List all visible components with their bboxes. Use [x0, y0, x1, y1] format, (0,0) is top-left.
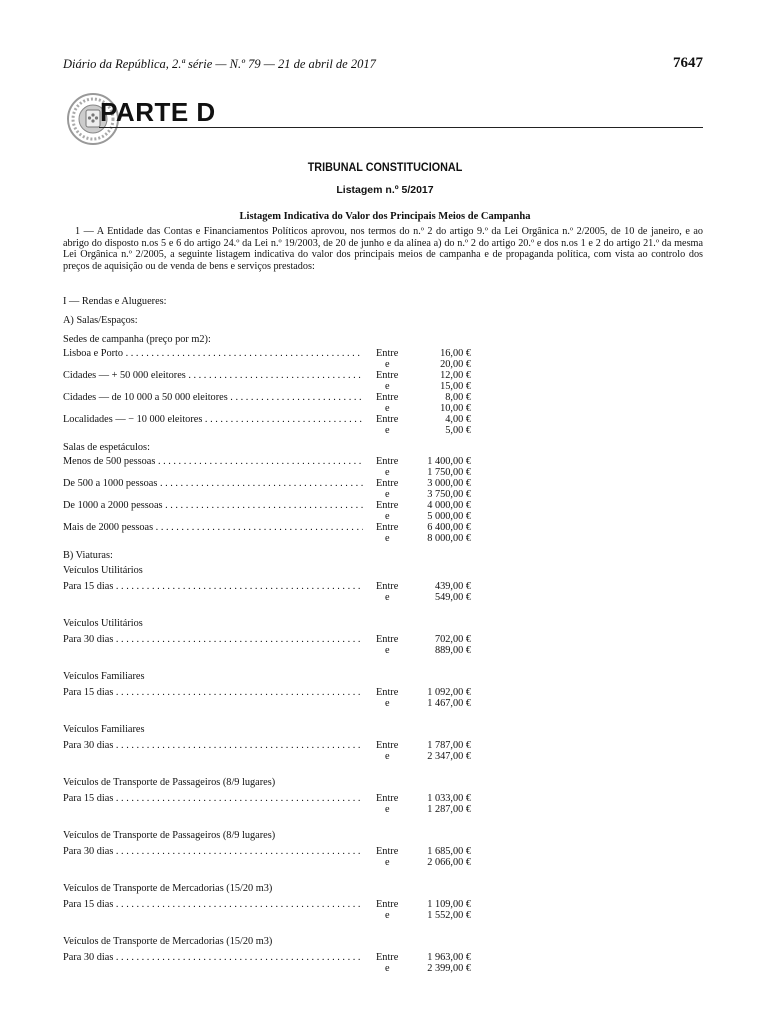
vehicle-price-row — [63, 899, 703, 921]
document-title: Listagem Indicativa do Valor dos Principais Meios de Campanha — [239, 211, 531, 222]
row-label-text: De 1000 a 2000 pessoas — [63, 500, 163, 511]
row-label — [63, 500, 363, 511]
entre-label: Entre — [376, 414, 399, 425]
row-label-text: Para 30 dias — [63, 634, 114, 645]
row-label-text: Para 15 dias — [63, 793, 114, 804]
vehicle-price-row — [63, 793, 703, 815]
row-label-text: Para 30 dias — [63, 846, 114, 857]
e-label: e — [385, 910, 390, 921]
row-label — [63, 456, 363, 467]
entre-label: Entre — [376, 478, 399, 489]
max-value: 2 399,00 € — [427, 963, 471, 974]
row-label-text: Mais de 2000 pessoas — [63, 522, 154, 533]
max-value: 20,00 € — [440, 359, 471, 370]
espetaculo-row — [63, 478, 703, 500]
listing-body — [63, 296, 703, 989]
entre-label: Entre — [376, 456, 399, 467]
min-value: 702,00 € — [434, 634, 471, 645]
max-value: 15,00 € — [440, 381, 471, 392]
e-label: e — [385, 804, 390, 815]
vehicle-price-row — [63, 581, 703, 603]
row-label — [63, 348, 363, 359]
e-label: e — [385, 592, 390, 603]
vehicle-price-row — [63, 952, 703, 974]
e-label: e — [385, 425, 390, 436]
vehicle-type-title: Veículos de Transporte de Mercadorias (15/20 m3) — [63, 883, 273, 894]
entre-label: Entre — [376, 687, 399, 698]
e-label: e — [385, 533, 390, 544]
vehicle-type-title: Veículos de Transporte de Passageiros (8/9 lugares) — [63, 777, 276, 788]
espetaculos-list — [63, 456, 703, 544]
row-label-text: Localidades — − 10 000 eleitores — [63, 414, 203, 425]
section-title: TRIBUNAL CONSTITUCIONAL — [307, 160, 463, 174]
entre-label: Entre — [376, 793, 399, 804]
entre-label: Entre — [376, 846, 399, 857]
max-value: 1 552,00 € — [427, 910, 471, 921]
max-value: 2 347,00 € — [427, 751, 471, 762]
entre-label: Entre — [376, 899, 399, 910]
row-label — [63, 899, 363, 910]
e-label: e — [385, 963, 390, 974]
min-value: 1 109,00 € — [427, 899, 471, 910]
listagem-number: Listagem n.º 5/2017 — [336, 184, 434, 196]
e-label: e — [385, 751, 390, 762]
entre-label: Entre — [376, 581, 399, 592]
max-value: 1 287,00 € — [427, 804, 471, 815]
entre-label: Entre — [376, 500, 399, 511]
e-label: e — [385, 857, 390, 868]
entre-label: Entre — [376, 522, 399, 533]
viaturas-heading: B) Viaturas: — [63, 550, 113, 561]
max-value: 1 750,00 € — [427, 467, 471, 478]
vehicle-type-title: Veículos Familiares — [63, 671, 145, 682]
row-label-text: Para 30 dias — [63, 740, 114, 751]
vehicle-price-row — [63, 634, 703, 656]
rendas-heading: I — Rendas e Alugueres: — [63, 296, 167, 307]
row-label-text: Lisboa e Porto — [63, 348, 124, 359]
min-value: 8,00 € — [445, 392, 471, 403]
viaturas-list — [63, 565, 703, 989]
row-label — [63, 414, 363, 425]
e-label: e — [385, 511, 390, 522]
vehicle-type-title: Veículos de Transporte de Mercadorias (15/20 m3) — [63, 936, 273, 947]
max-value: 10,00 € — [440, 403, 471, 414]
e-label: e — [385, 467, 390, 478]
vehicle-price-row — [63, 846, 703, 868]
e-label: e — [385, 381, 390, 392]
row-label — [63, 370, 363, 381]
min-value: 439,00 € — [434, 581, 471, 592]
espetaculo-row — [63, 456, 703, 478]
vehicle-type-title: Veículos Utilitários — [63, 565, 143, 576]
e-label: e — [385, 359, 390, 370]
row-label — [63, 687, 363, 698]
row-label-text: Cidades — + 50 000 eleitores — [63, 370, 186, 381]
min-value: 4,00 € — [445, 414, 471, 425]
entre-label: Entre — [376, 952, 399, 963]
min-value: 1 787,00 € — [427, 740, 471, 751]
sedes-list — [63, 348, 703, 436]
row-label-text: De 500 a 1000 pessoas — [63, 478, 158, 489]
row-label-text: Para 15 dias — [63, 899, 114, 910]
sedes-heading: Sedes de campanha (preço por m2): — [63, 334, 211, 345]
e-label: e — [385, 403, 390, 414]
title-rule — [99, 127, 703, 128]
min-value: 4 000,00 € — [427, 500, 471, 511]
espetaculos-heading: Salas de espetáculos: — [63, 442, 150, 453]
row-label-text: Para 15 dias — [63, 687, 114, 698]
row-label-text: Para 15 dias — [63, 581, 114, 592]
entre-label: Entre — [376, 740, 399, 751]
max-value: 5,00 € — [445, 425, 471, 436]
entre-label: Entre — [376, 634, 399, 645]
e-label: e — [385, 645, 390, 656]
row-label-text: Menos de 500 pessoas — [63, 456, 156, 467]
max-value: 5 000,00 € — [427, 511, 471, 522]
row-label — [63, 952, 363, 963]
row-label — [63, 740, 363, 751]
vehicle-type-title: Veículos Familiares — [63, 724, 145, 735]
entre-label: Entre — [376, 392, 399, 403]
sede-row — [63, 348, 703, 370]
min-value: 1 963,00 € — [427, 952, 471, 963]
row-label-text: Para 30 dias — [63, 952, 114, 963]
min-value: 6 400,00 € — [427, 522, 471, 533]
entre-label: Entre — [376, 370, 399, 381]
row-label — [63, 522, 363, 533]
intro-paragraph: 1 — A Entidade das Contas e Financiamentos Políticos aprovou, nos termos do n.º 2 do artigo 9.º da Lei Orgânica n.º 2/2005, de 10 de janeiro, e ao abrigo do disposto n.os 5 e 6 do artigo 24.º da Lei n.º 19/2003, de 20 de junho e da alínea a) do n.º 2 do artigo 20.º e dos n.os 1 e 2 do artigo 21.º da mesma Lei Orgânica n.º 2/2005, a seguinte listagem indicativa do valor dos principais meios de campanha e de propaganda política, com vista ao controlo dos preços de aquisição ou de venda de bens e serviços prestados: — [63, 226, 703, 272]
page-header — [63, 57, 703, 77]
entre-label: Entre — [376, 348, 399, 359]
min-value: 12,00 € — [440, 370, 471, 381]
vehicle-type-title: Veículos Utilitários — [63, 618, 143, 629]
min-value: 1 033,00 € — [427, 793, 471, 804]
vehicle-type-title: Veículos de Transporte de Passageiros (8/9 lugares) — [63, 830, 276, 841]
part-title: PARTE D — [100, 97, 216, 127]
min-value: 1 092,00 € — [427, 687, 471, 698]
min-value: 1 685,00 € — [427, 846, 471, 857]
journal-reference: Diário da República, 2.ª série — N.º 79 — 21 de abril de 2017 — [63, 57, 376, 71]
row-label — [63, 634, 363, 645]
min-value: 1 400,00 € — [427, 456, 471, 467]
sede-row — [63, 370, 703, 392]
max-value: 549,00 € — [434, 592, 471, 603]
min-value: 16,00 € — [440, 348, 471, 359]
e-label: e — [385, 489, 390, 500]
row-label — [63, 392, 363, 403]
max-value: 3 750,00 € — [427, 489, 471, 500]
page-number: 7647 — [673, 55, 703, 71]
sede-row — [63, 414, 703, 436]
vehicle-price-row — [63, 740, 703, 762]
max-value: 889,00 € — [434, 645, 471, 656]
row-label — [63, 581, 363, 592]
vehicle-price-row — [63, 687, 703, 709]
row-label-text: Cidades — de 10 000 a 50 000 eleitores — [63, 392, 228, 403]
salas-espacos-heading: A) Salas/Espaços: — [63, 315, 138, 326]
sede-row — [63, 392, 703, 414]
row-label — [63, 793, 363, 804]
e-label: e — [385, 698, 390, 709]
espetaculo-row — [63, 522, 703, 544]
row-label — [63, 478, 363, 489]
espetaculo-row — [63, 500, 703, 522]
max-value: 1 467,00 € — [427, 698, 471, 709]
max-value: 8 000,00 € — [427, 533, 471, 544]
max-value: 2 066,00 € — [427, 857, 471, 868]
min-value: 3 000,00 € — [427, 478, 471, 489]
row-label — [63, 846, 363, 857]
